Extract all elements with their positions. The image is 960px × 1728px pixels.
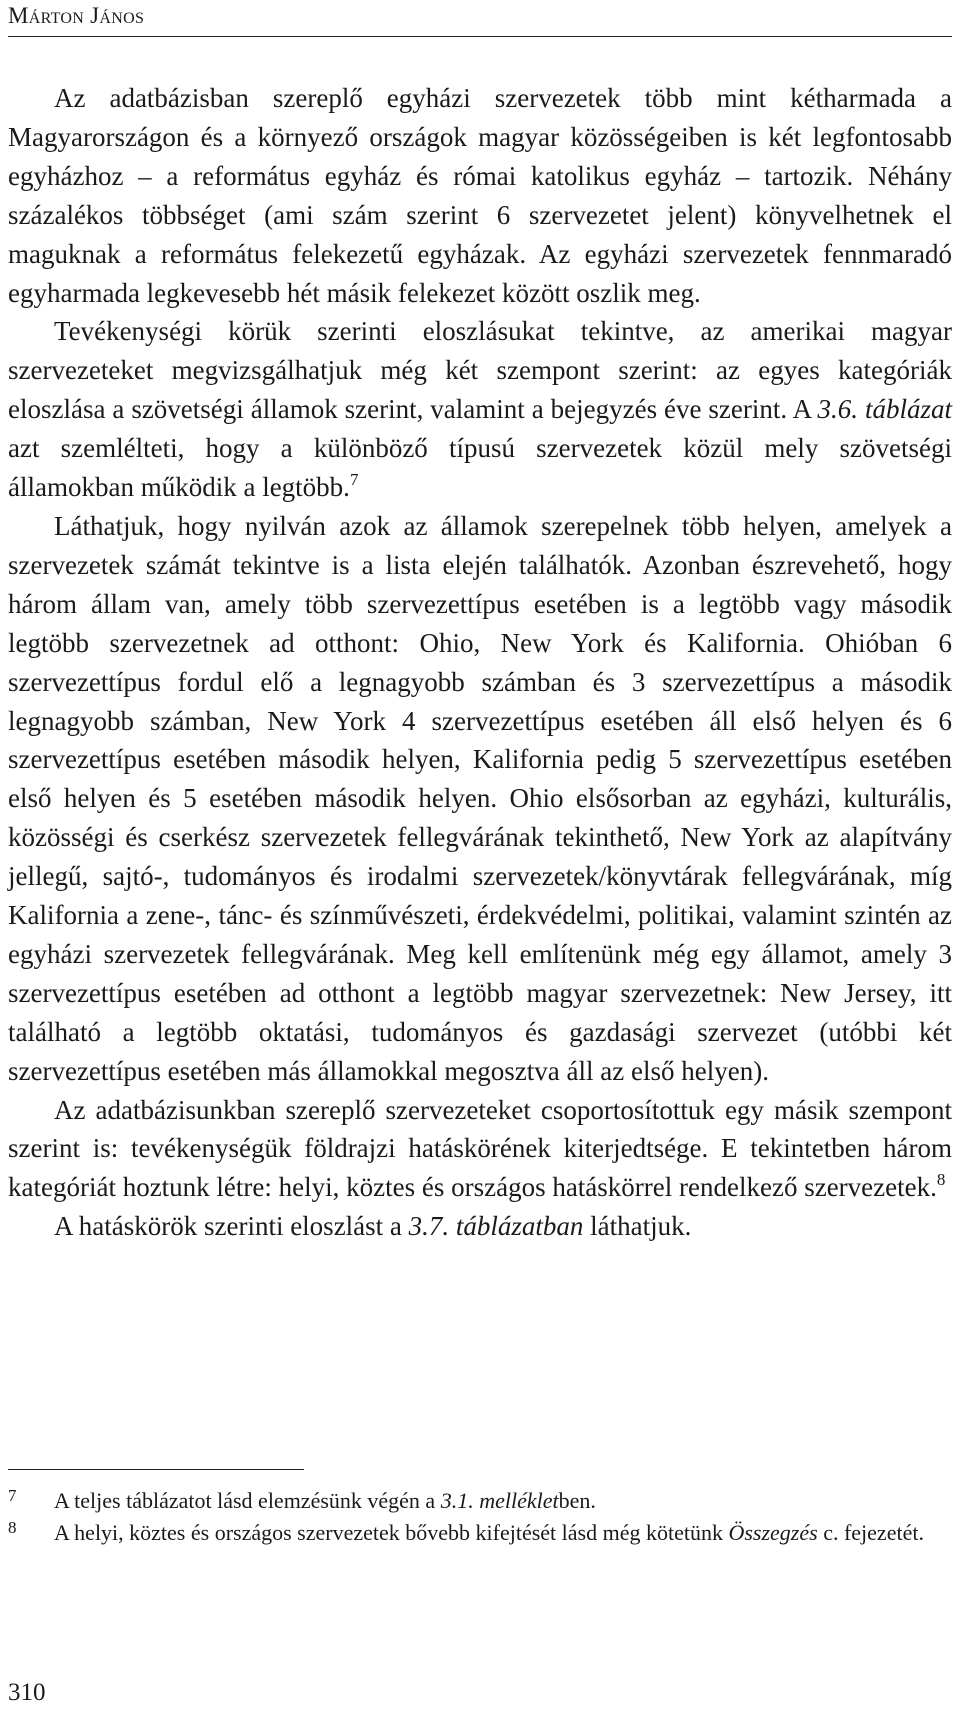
footnote-reference: 3.1. melléklet: [440, 1488, 559, 1513]
paragraph-1-text: Az adatbázisban szereplő egyházi szervezetek több mint kétharmada a Magyarországon és a környező országok magyar közösségeiben is két legfontosabb egyházhoz – a református egyház és római katolikus egyház – tartozik. Néhány százalékos többséget (ami szám szerint 6 szervezetet jelent) könyvelhetnek el maguknak a református felekezetű egyházak. Az egyházi szervezetek fennmaradó egyharmada legkevesebb hét másik felekezet között oszlik meg.: [8, 83, 952, 308]
table-reference-3-7: 3.7. táblázatban: [408, 1211, 584, 1242]
paragraph-3-text: Láthatjuk, hogy nyilván azok az államok szerepelnek több helyen, amelyek a szervezetek számát tekintve is a lista elején találhatók. Azonban észrevehető, hogy három állam van, amely több szervezettípus esetében is a legtöbb vagy második legtöbb szervezetnek ad otthont: Ohio, New York és Kalifornia. Ohióban 6 szervezettípus fordul elő a legnagyobb számban és 3 szervezettípus a második legnagyobb számban, New York 4 szervezettípus esetében áll első helyen és 6 szervezettípus esetében második helyen, Kalifornia pedig 5 szervezettípus esetében első helyen és 5 esetében második helyen. Ohio elsősorban az egyházi, kulturális, közösségi és cserkész szervezetek fellegvárának tekinthető, New York az alapítvány jellegű, sajtó-, tudományos és irodalmi szervezetek/könyvtárak fellegvárának, míg Kalifornia a zene-, tánc- és színművészeti, érdekvédelmi, politikai, valamint szintén az egyházi szervezetek fellegvárának. Meg kell említenünk még egy államot, amely 3 szervezettípus esetében ad otthont a legtöbb magyar szervezetnek: New Jersey, itt található a legtöbb oktatási, tudományos és gazdasági szervezet (utóbbi két szervezettípus esetében más államokkal megosztva áll az első helyen).: [8, 510, 952, 1086]
header-rule: [8, 36, 952, 37]
body-text: [8, 79, 952, 1246]
footnote-marker-7: 7: [349, 470, 359, 490]
footnote-number: 7: [8, 1486, 17, 1505]
paragraph-4-text: Az adatbázisunkban szereplő szervezeteket csoportosítottuk egy másik szempont szerint is: tevékenységük földrajzi hatáskörének kiterjedtsége. E tekintetben három kategóriát hoztunk létre: helyi, köztes és országos hatáskörrel rendelkező szervezetek.: [8, 1094, 952, 1203]
footnote-reference: Összegzés: [728, 1520, 818, 1545]
paragraph-1: [8, 79, 952, 312]
paragraph-5: [8, 1207, 952, 1246]
footnotes: [8, 1486, 952, 1550]
paragraph-2-text-a: Tevékenységi körük szerinti eloszlásukat tekintve, az amerikai magyar szervezeteket megvizsgálhatjuk még két szempont szerint: az egyes kategóriák eloszlása a szövetségi államok szerint, valamint a bejegyzés éve szerint. A: [8, 316, 952, 425]
footnote-text-b: c. fejezetét.: [817, 1520, 924, 1545]
paragraph-5-text-b: láthatjuk.: [583, 1211, 692, 1242]
running-head-author: Márton János: [8, 3, 145, 28]
paragraph-3: [8, 507, 952, 1091]
paragraph-2-text-b: azt szemlélteti, hogy a különböző típusú szervezetek közül mely szövetségi államokban működik a legtöbb.: [8, 433, 952, 503]
footnote-rule: [8, 1469, 304, 1470]
footnote-8: [8, 1518, 952, 1548]
table-reference-3-6: 3.6. táblázat: [817, 394, 952, 425]
footnote-text-b: ben.: [558, 1488, 596, 1513]
paragraph-2: [8, 312, 952, 507]
footnote-text-a: A helyi, köztes és országos szervezetek bővebb kifejtését lásd még kötetünk: [54, 1520, 729, 1545]
footnote-7: [8, 1486, 952, 1516]
page-number: 310: [8, 1679, 46, 1706]
paragraph-5-text-a: A hatáskörök szerinti eloszlást a: [54, 1211, 409, 1242]
paragraph-4: [8, 1091, 952, 1208]
footnote-marker-8: 8: [936, 1170, 946, 1190]
footnote-number: 8: [8, 1518, 17, 1537]
footnote-text-a: A teljes táblázatot lásd elemzésünk végén a: [54, 1488, 441, 1513]
